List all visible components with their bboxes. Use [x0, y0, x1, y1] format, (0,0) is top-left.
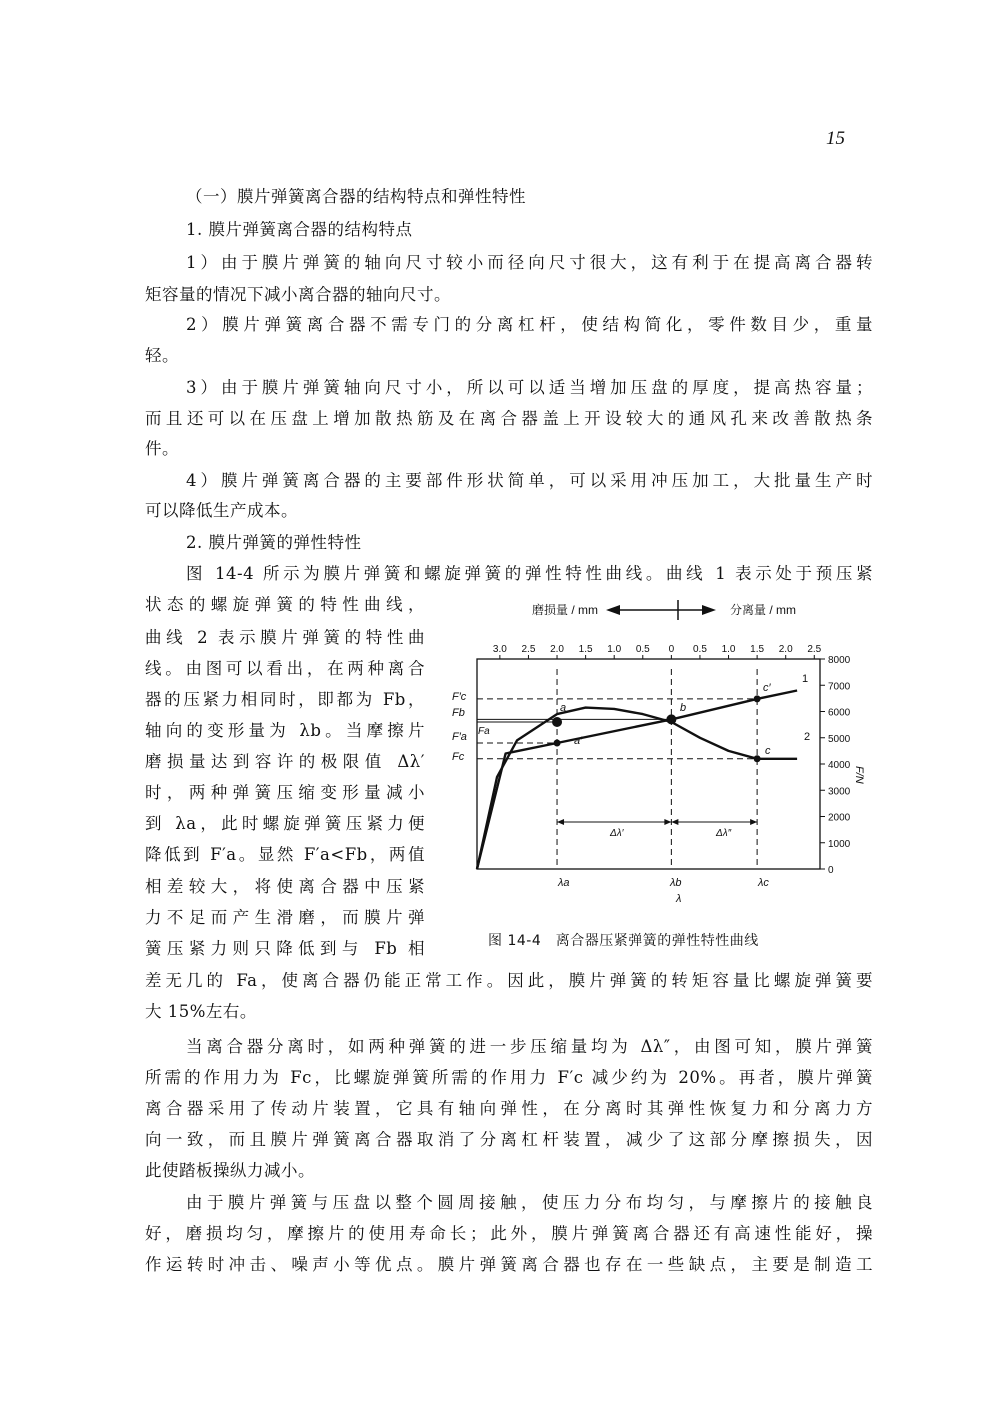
top-axis-ticks	[493, 644, 822, 659]
point-b	[666, 714, 676, 724]
lambda-b: λb	[670, 877, 682, 889]
label-fc: Fc	[452, 751, 465, 763]
figure-caption: 图 14-4 离合器压紧弹簧的弹性特性曲线	[488, 933, 759, 949]
top-tick-label: 2.5	[807, 644, 822, 655]
right-tick-label: 6000	[828, 707, 851, 719]
paragraph-line: 2）膜片弹簧离合器不需专门的分离杠杆，使结构简化，零件数目少，重量	[186, 315, 873, 334]
subsection-heading: 1. 膜片弹簧离合器的结构特点	[186, 220, 413, 239]
series-curve-2	[477, 708, 797, 869]
right-tick-label: 7000	[828, 681, 851, 693]
series-group	[477, 691, 797, 870]
paragraph-line: 由于膜片弹簧与压盘以整个圆周接触，使压力分布均匀，与摩擦片的接触良	[186, 1193, 873, 1212]
arrow-head-icon	[557, 819, 564, 825]
point-label-b: b	[680, 702, 687, 714]
paragraph-line: 图 14-4 所示为膜片弹簧和螺旋弹簧的弹性特性曲线。曲线 1 表示处于预压紧	[186, 564, 873, 583]
right-axis-ticks	[820, 655, 851, 876]
right-tick-label: 3000	[828, 786, 851, 798]
delta-lambda-prime: Δλ′	[610, 828, 624, 839]
paragraph-line: 可以降低生产成本。	[145, 501, 298, 520]
top-tick-label: 3.0	[492, 644, 507, 655]
arrow-head-icon	[664, 819, 671, 825]
paragraph-line: 此使踏板操纵力减小。	[145, 1161, 315, 1180]
paragraph-line: 好，磨损均匀，摩擦片的使用寿命长；此外，膜片弹簧离合器还有高速性能好，操	[145, 1224, 873, 1243]
right-tick-label: 5000	[828, 733, 851, 745]
label-fa: Fa	[478, 726, 490, 737]
top-tick-label: 2.0	[778, 644, 793, 655]
y-axis-label: F/N	[853, 766, 865, 784]
paragraph-line: 轴向的变形量为 λb。当摩擦片	[145, 721, 425, 740]
top-tick-label: 1.0	[721, 644, 736, 655]
top-tick-label: 0.5	[692, 644, 707, 655]
paragraph-line: 器的压紧力相同时，即都为 Fb，	[145, 690, 425, 709]
subsection-heading: 2. 膜片弹簧的弹性特性	[186, 533, 362, 552]
page-number: 15	[826, 128, 845, 149]
point-label-c: c	[765, 745, 771, 757]
paragraph-line: 作运转时冲击、噪声小等优点。膜片弹簧离合器也存在一些缺点，主要是制造工	[145, 1255, 873, 1274]
label-fa-prime: F′a	[452, 731, 467, 743]
double-arrow-icon	[606, 600, 716, 620]
paragraph-line: 向一致，而且膜片弹簧离合器取消了分离杠杆装置，减少了这部分摩擦损失，因	[145, 1130, 873, 1149]
point-label-c-prime: c′	[763, 682, 771, 694]
paragraph-line: 曲线 2 表示膜片弹簧的特性曲	[145, 628, 425, 647]
top-tick-label: 2.5	[521, 644, 536, 655]
top-tick-label: 0.5	[635, 644, 650, 655]
top-tick-label: 0	[668, 644, 675, 655]
right-tick-label: 0	[828, 865, 834, 876]
wear-axis-label: 磨损量 / mm	[532, 603, 598, 617]
paragraph-line: 差无几的 Fa，使离合器仍能正常工作。因此，膜片弹簧的转矩容量比螺旋弹簧要	[145, 971, 873, 990]
paragraph-line: 矩容量的情况下减小离合器的轴向尺寸。	[145, 285, 451, 304]
lambda-c: λc	[758, 877, 769, 889]
top-tick-label: 1.0	[607, 644, 622, 655]
point-label-a: a	[560, 702, 567, 714]
paragraph-line: 状态的螺旋弹簧的特性曲线，	[145, 595, 425, 614]
point-a′	[554, 740, 561, 747]
point-c	[754, 755, 761, 762]
paragraph-line: 1）由于膜片弹簧的轴向尺寸较小而径向尺寸很大，这有利于在提高离合器转	[186, 253, 873, 272]
section-heading: （一）膜片弹簧离合器的结构特点和弹性特性	[186, 187, 526, 206]
label-fb: Fb	[452, 707, 465, 719]
arrow-head-icon	[750, 819, 757, 825]
point-c′	[754, 695, 761, 702]
top-tick-label: 1.5	[578, 644, 593, 655]
paragraph-line: 时，两种弹簧压缩变形量减小	[145, 783, 425, 802]
right-tick-label: 2000	[828, 812, 851, 824]
paragraph-line: 3）由于膜片弹簧轴向尺寸小，所以可以适当增加压盘的厚度，提高热容量；	[186, 378, 873, 397]
right-tick-label: 8000	[828, 655, 851, 666]
delta-lambda-double-prime: Δλ″	[716, 828, 732, 839]
top-tick-label: 2.0	[550, 644, 564, 655]
x-axis-label: λ	[676, 893, 682, 905]
paragraph-line: 而且还可以在压盘上增加散热筋及在离合器盖上开设较大的通风孔来改善散热条	[145, 409, 873, 428]
paragraph-line: 磨损量达到容许的极限值 Δλ′	[145, 752, 425, 771]
top-tick-label: 1.5	[750, 644, 765, 655]
arrow-head-icon	[671, 819, 678, 825]
paragraph-line: 所需的作用力为 Fc，比螺旋弹簧所需的作用力 F′c 减少约为 20%。再者，膜片弹簧	[145, 1068, 873, 1087]
paragraph-line: 簧压紧力则只降低到与 Fb 相	[145, 939, 425, 958]
paragraph-line: 相差较大，将使离合器中压紧	[145, 877, 425, 896]
label-fc-prime: F′c	[452, 691, 467, 703]
right-tick-label: 4000	[828, 760, 851, 771]
lambda-a: λa	[558, 877, 570, 889]
point-a	[552, 717, 562, 727]
paragraph-line: 大 15%左右。	[145, 1002, 257, 1021]
spring-characteristic-chart	[440, 596, 880, 956]
paragraph-line: 降低到 F′a。显然 F′a<Fb，两值	[145, 845, 425, 864]
series-curve-1	[477, 691, 797, 870]
paragraph-line: 轻。	[145, 346, 179, 365]
reference-lines	[477, 669, 757, 869]
curve-label-1: 1	[802, 673, 809, 685]
paragraph-line: 4）膜片弹簧离合器的主要部件形状简单，可以采用冲压加工，大批量生产时	[186, 471, 873, 490]
curve-label-2: 2	[804, 731, 811, 743]
paragraph-line: 力不足而产生滑磨，而膜片弹	[145, 908, 425, 927]
paragraph-line: 当离合器分离时，如两种弹簧的进一步压缩量均为 Δλ″，由图可知，膜片弹簧	[186, 1037, 873, 1056]
right-tick-label: 1000	[828, 838, 851, 850]
paragraph-line: 线。由图可以看出，在两种离合	[145, 659, 425, 678]
paragraph-line: 到 λa，此时螺旋弹簧压紧力便	[145, 814, 425, 833]
paragraph-line: 件。	[145, 439, 179, 458]
release-axis-label: 分离量 / mm	[730, 603, 796, 617]
paragraph-line: 离合器采用了传动片装置，它具有轴向弹性，在分离时其弹性恢复力和分离力方	[145, 1099, 873, 1118]
point-label-a-prime: a′	[574, 735, 583, 747]
